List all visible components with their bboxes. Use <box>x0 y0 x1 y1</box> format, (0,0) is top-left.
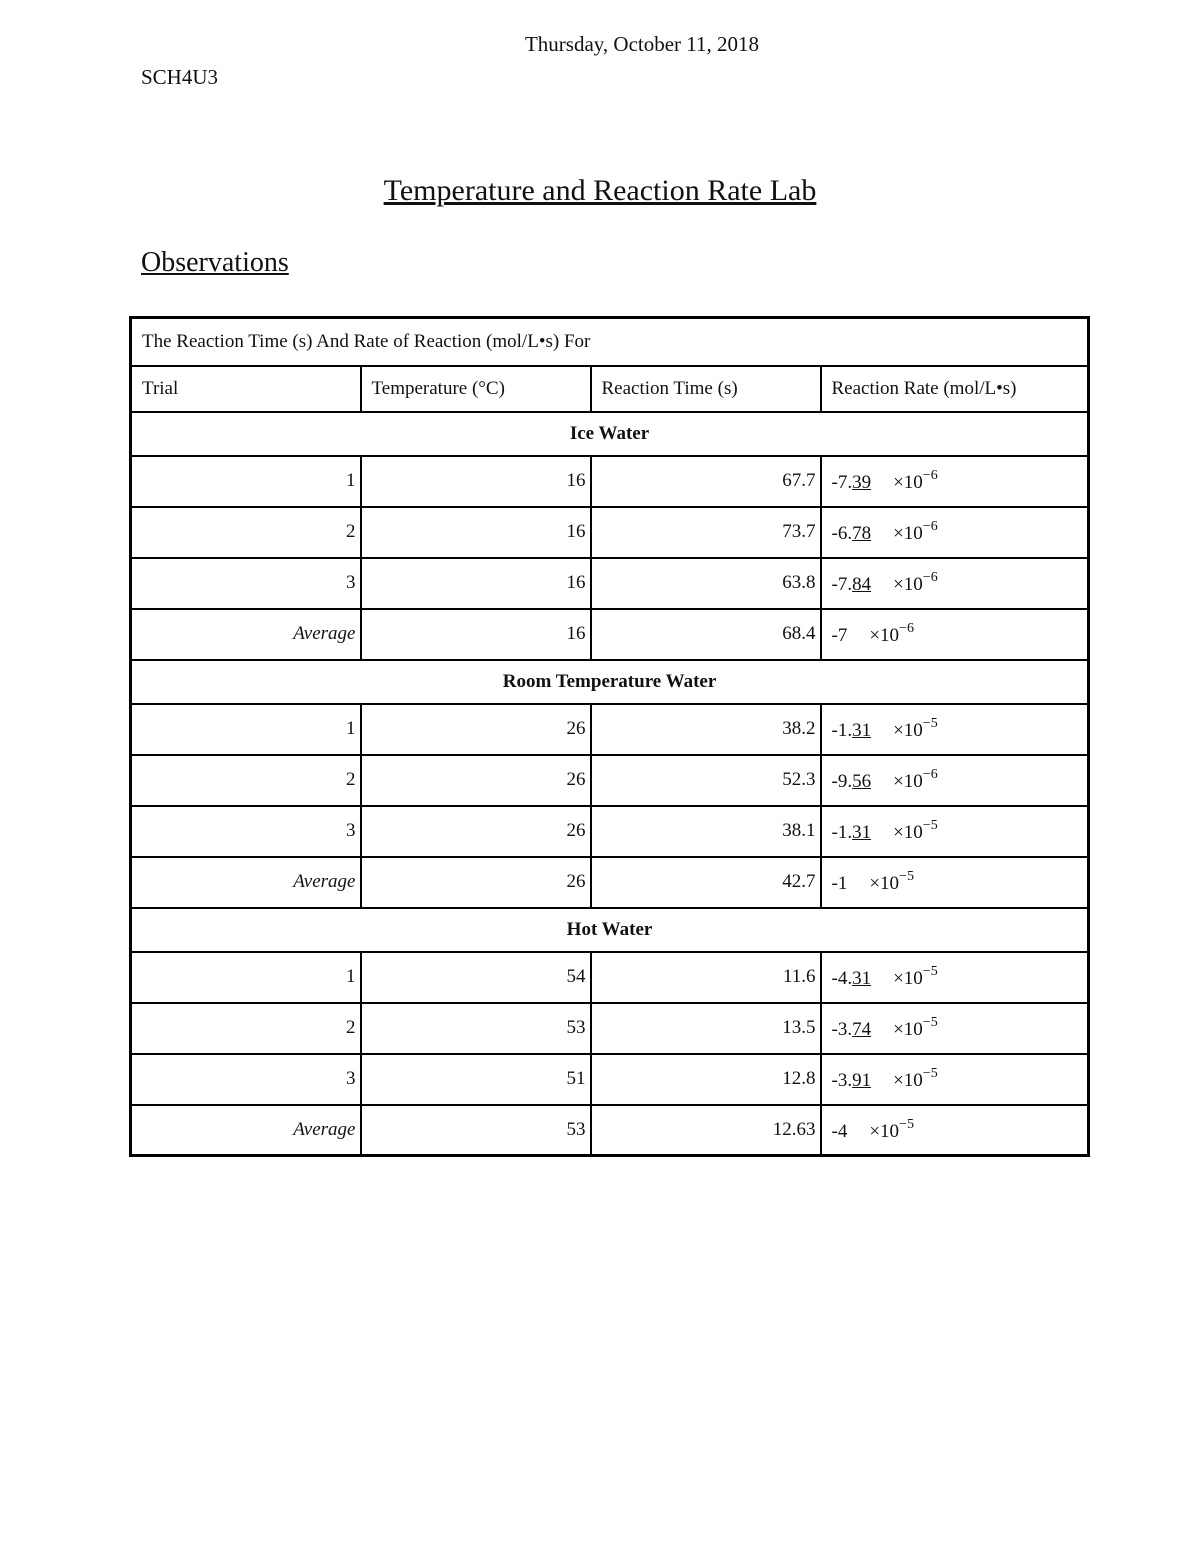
trial-cell: 2 <box>131 1003 361 1054</box>
trial-average-cell: Average <box>131 609 361 660</box>
rate-coefficient-digits: 74 <box>852 1019 872 1040</box>
column-header-reaction-rate: Reaction Rate (mol/L•s) <box>821 366 1089 412</box>
multiply-sign: × <box>869 1120 881 1142</box>
reaction-rate-cell <box>821 456 1089 507</box>
rate-base: 10 <box>880 625 900 646</box>
rate-exponent: −5 <box>922 716 938 731</box>
reaction-time-cell: 38.1 <box>591 806 821 857</box>
rate-base: 10 <box>903 968 923 989</box>
table-caption: The Reaction Time (s) And Rate of Reaction (mol/L•s) For <box>131 318 1089 366</box>
rate-coefficient-lead: -3. <box>831 1019 853 1040</box>
multiply-sign: × <box>869 873 881 894</box>
table-row <box>131 704 1089 755</box>
rate-coefficient-digits: 56 <box>852 771 872 792</box>
rate-base: 10 <box>903 574 923 595</box>
rate-exponent: −6 <box>922 767 938 782</box>
table-row <box>131 952 1089 1003</box>
rate-coefficient-lead: -1. <box>831 822 853 843</box>
rate-coefficient-digits: 31 <box>852 968 872 989</box>
table-row <box>131 507 1089 558</box>
reaction-rate-cell <box>821 1054 1089 1105</box>
rate-exponent: −6 <box>922 570 938 585</box>
reaction-time-cell: 12.8 <box>591 1054 821 1105</box>
rate-coefficient-digits: 84 <box>852 574 872 595</box>
rate-base: 10 <box>903 771 923 792</box>
trial-average-cell: Average <box>131 857 361 908</box>
document-title: Temperature and Reaction Rate Lab <box>383 174 817 207</box>
trial-cell: 1 <box>131 952 361 1003</box>
group-name: Room Temperature Water <box>131 660 1089 704</box>
multiply-sign: × <box>893 1070 904 1091</box>
reaction-rate-cell <box>821 507 1089 558</box>
rate-coefficient-lead: -7. <box>831 574 853 595</box>
rate-exponent: −5 <box>899 1116 914 1132</box>
temperature-cell: 16 <box>361 609 591 660</box>
table-caption-row <box>131 318 1089 366</box>
temperature-cell: 26 <box>361 704 591 755</box>
reaction-time-cell: 63.8 <box>591 558 821 609</box>
table-row <box>131 806 1089 857</box>
rate-coefficient-lead: -1. <box>831 720 853 741</box>
reaction-rate-cell <box>821 609 1089 660</box>
rate-exponent: −6 <box>922 468 938 483</box>
reaction-time-cell: 12.63 <box>591 1105 821 1156</box>
reaction-time-cell: 42.7 <box>591 857 821 908</box>
multiply-sign: × <box>893 771 904 792</box>
reaction-rate-cell <box>821 1003 1089 1054</box>
reaction-rate-cell <box>821 558 1089 609</box>
group-header-row <box>131 412 1089 456</box>
table-row <box>131 456 1089 507</box>
table-row <box>131 609 1089 660</box>
rate-coefficient-digits: 91 <box>852 1070 872 1091</box>
rate-exponent: −5 <box>922 964 938 979</box>
reaction-time-cell: 38.2 <box>591 704 821 755</box>
rate-coefficient-lead: -4. <box>831 968 853 989</box>
rate-coefficient-lead: -7 <box>831 625 848 646</box>
temperature-cell: 51 <box>361 1054 591 1105</box>
column-header-trial: Trial <box>131 366 361 412</box>
rate-base: 10 <box>880 1120 900 1142</box>
rate-coefficient-lead: -7. <box>831 472 853 493</box>
trial-cell: 2 <box>131 507 361 558</box>
reaction-time-cell: 11.6 <box>591 952 821 1003</box>
trial-cell: 3 <box>131 1054 361 1105</box>
temperature-cell: 26 <box>361 857 591 908</box>
rate-coefficient-lead: -3. <box>831 1070 853 1091</box>
temperature-cell: 26 <box>361 806 591 857</box>
table-row <box>131 1003 1089 1054</box>
group-name: Hot Water <box>131 908 1089 952</box>
multiply-sign: × <box>893 1019 904 1040</box>
reaction-rate-cell <box>821 1105 1089 1156</box>
rate-exponent: −5 <box>922 1015 938 1030</box>
trial-cell: 2 <box>131 755 361 806</box>
multiply-sign: × <box>869 625 881 646</box>
temperature-cell: 53 <box>361 1105 591 1156</box>
rate-exponent: −6 <box>899 621 914 636</box>
table-row <box>131 755 1089 806</box>
multiply-sign: × <box>893 574 904 595</box>
reaction-rate-cell <box>821 857 1089 908</box>
table-row <box>131 1054 1089 1105</box>
rate-coefficient-digits: 39 <box>852 472 872 493</box>
reaction-time-cell: 73.7 <box>591 507 821 558</box>
rate-exponent: −5 <box>899 869 914 884</box>
trial-cell: 3 <box>131 806 361 857</box>
rate-base: 10 <box>903 472 923 493</box>
rate-coefficient-lead: -4 <box>831 1120 848 1142</box>
table-row <box>131 857 1089 908</box>
rate-exponent: −5 <box>922 1066 938 1081</box>
rate-base: 10 <box>903 822 923 843</box>
course-code: SCH4U3 <box>141 65 219 89</box>
temperature-cell: 16 <box>361 507 591 558</box>
temperature-cell: 54 <box>361 952 591 1003</box>
rate-coefficient-digits: 31 <box>852 822 872 843</box>
reaction-rate-cell <box>821 952 1089 1003</box>
trial-cell: 1 <box>131 704 361 755</box>
reaction-time-cell: 67.7 <box>591 456 821 507</box>
table-row <box>131 1105 1089 1156</box>
reaction-rate-cell <box>821 806 1089 857</box>
reaction-time-cell: 13.5 <box>591 1003 821 1054</box>
section-heading: Observations <box>141 247 289 278</box>
rate-base: 10 <box>903 1070 923 1091</box>
column-header-reaction-time: Reaction Time (s) <box>591 366 821 412</box>
table-header-row <box>131 366 1089 412</box>
rate-base: 10 <box>903 523 923 544</box>
rate-exponent: −5 <box>922 818 938 833</box>
column-header-temperature: Temperature (°C) <box>361 366 591 412</box>
reaction-rate-cell <box>821 704 1089 755</box>
temperature-cell: 16 <box>361 558 591 609</box>
multiply-sign: × <box>893 968 904 989</box>
reaction-time-cell: 52.3 <box>591 755 821 806</box>
rate-base: 10 <box>903 1019 923 1040</box>
temperature-cell: 16 <box>361 456 591 507</box>
rate-base: 10 <box>880 873 900 894</box>
trial-cell: 3 <box>131 558 361 609</box>
group-header-row <box>131 908 1089 952</box>
group-name: Ice Water <box>131 412 1089 456</box>
trial-cell: 1 <box>131 456 361 507</box>
document-date: Thursday, October 11, 2018 <box>524 32 760 56</box>
rate-coefficient-digits: 78 <box>852 523 872 544</box>
rate-coefficient-digits: 31 <box>852 720 872 741</box>
multiply-sign: × <box>893 720 904 741</box>
rate-coefficient-lead: -9. <box>831 771 853 792</box>
reaction-rate-cell <box>821 755 1089 806</box>
table-row <box>131 558 1089 609</box>
temperature-cell: 26 <box>361 755 591 806</box>
reaction-time-cell: 68.4 <box>591 609 821 660</box>
rate-exponent: −6 <box>922 519 938 534</box>
multiply-sign: × <box>893 822 904 843</box>
rate-base: 10 <box>903 720 923 741</box>
multiply-sign: × <box>893 472 904 493</box>
observations-table <box>129 316 1090 1157</box>
rate-coefficient-lead: -1 <box>831 873 848 894</box>
trial-average-cell: Average <box>131 1105 361 1156</box>
rate-coefficient-lead: -6. <box>831 523 853 544</box>
multiply-sign: × <box>893 523 904 544</box>
temperature-cell: 53 <box>361 1003 591 1054</box>
group-header-row <box>131 660 1089 704</box>
